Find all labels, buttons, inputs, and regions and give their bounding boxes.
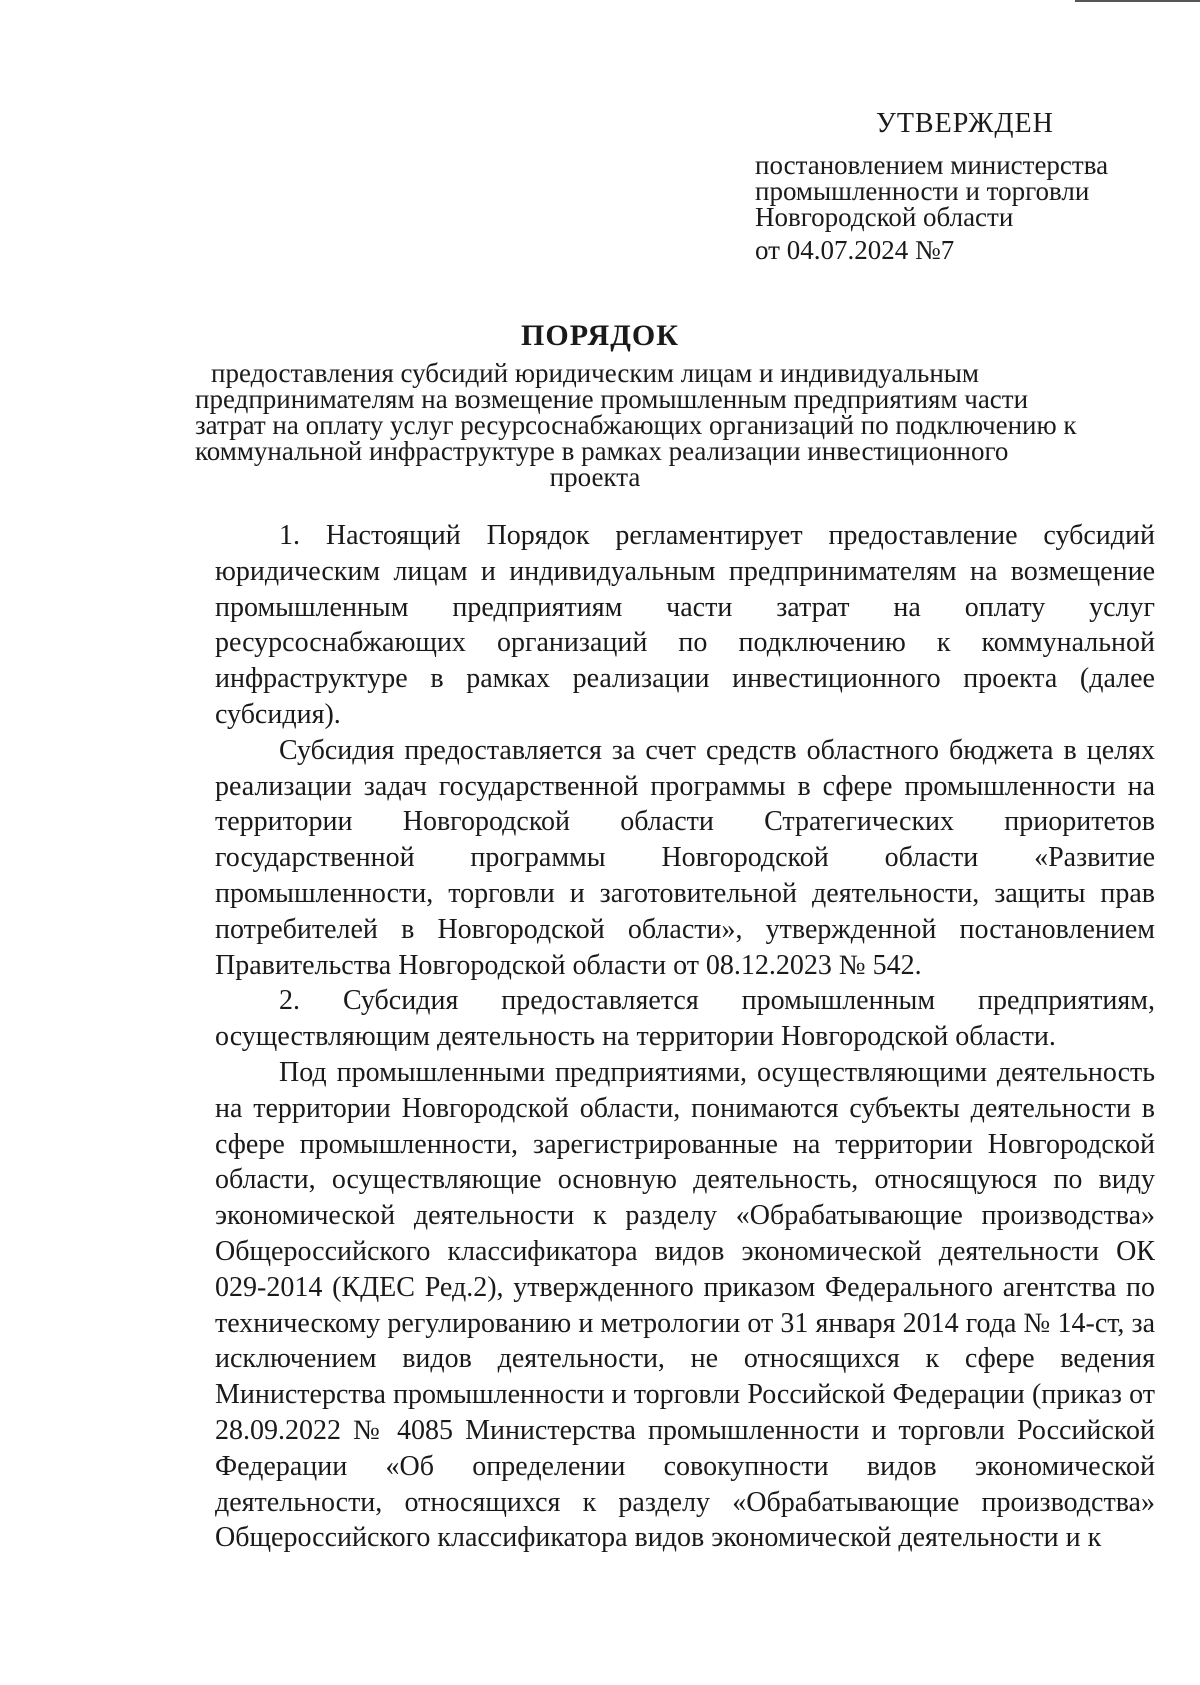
approval-date-number: от 04.07.2024 №7 xyxy=(755,235,955,265)
approval-authority xyxy=(755,152,1175,230)
body-paragraph: Субсидия предоставляется за счет средств областного бюджета в целях реализации задач государственной программы в сфере промышленности на территории Новгородской области Стратегических приоритетов государственной программы Новгородской области «Развитие промышленности, торговли и заготовительной деятельности, защиты прав потребителей в Новгородской области», утвержденной постановлением Правительства Новгородской области от 08.12.2023 № 542. xyxy=(215,734,1155,981)
subtitle-line: коммунальной инфраструктуре в рамках реализации инвестиционного xyxy=(195,436,1009,466)
body-paragraph: 1. Настоящий Порядок регламентирует предоставление субсидий юридическим лицам и индивидуальным предпринимателям на возмещение промышленным предприятиям части затрат на оплату услуг ресурсоснабжающих организаций по подключению к коммунальной инфраструктуре в рамках реализации инвестиционного проекта (далее субсидия). xyxy=(215,520,1155,730)
document-title: ПОРЯДОК xyxy=(521,319,679,352)
approval-authority-line: промышленности и торговли xyxy=(755,176,1090,206)
body-paragraph: Под промышленными предприятиями, осуществляющими деятельность на территории Новгородской области, понимаются субъекты деятельности в сфере промышленности, зарегистрированные на территории Новгородской области, осуществляющие основную деятельность, относящуюся по виду экономической деятельности к разделу «Обрабатывающие производства» Общероссийского классификатора видов экономической деятельности ОК 029-2014 (КДЕС Ред.2), утвержденного приказом Федерального агентства по техническому регулированию и метрологии от 31 января 2014 года № 14-ст, за исключением видов деятельности, не относящихся к сфере ведения Министерства промышленности и торговли Российской Федерации (приказ от 28.09.2022 № 4085 Министерства промышленности и торговли Российской Федерации «Об определении совокупности видов экономической деятельности, относящихся к разделу «Обрабатывающие производства» Общероссийского классификатора видов экономической деятельности и к xyxy=(215,1056,1155,1554)
document-subtitle xyxy=(195,358,1077,492)
subtitle-line: предпринимателям на возмещение промышленным предприятиям части xyxy=(195,384,1029,414)
document-body xyxy=(215,518,1155,1556)
body-paragraph: 2. Субсидия предоставляется промышленным предприятиям, осуществляющим деятельность на территории Новгородской области. xyxy=(215,985,1155,1053)
subtitle-line: проекта xyxy=(549,462,641,492)
approval-stamp-title: УТВЕРЖДЕН xyxy=(876,108,1054,139)
scan-edge-line xyxy=(1075,0,1200,2)
approval-authority-line: постановлением министерства xyxy=(755,150,1109,180)
subtitle-line: предоставления субсидий юридическим лицам и индивидуальным xyxy=(211,358,979,388)
subtitle-line: затрат на оплату услуг ресурсоснабжающих организаций по подключению к xyxy=(195,410,1077,440)
approval-authority-line: Новгородской области xyxy=(755,202,1014,232)
